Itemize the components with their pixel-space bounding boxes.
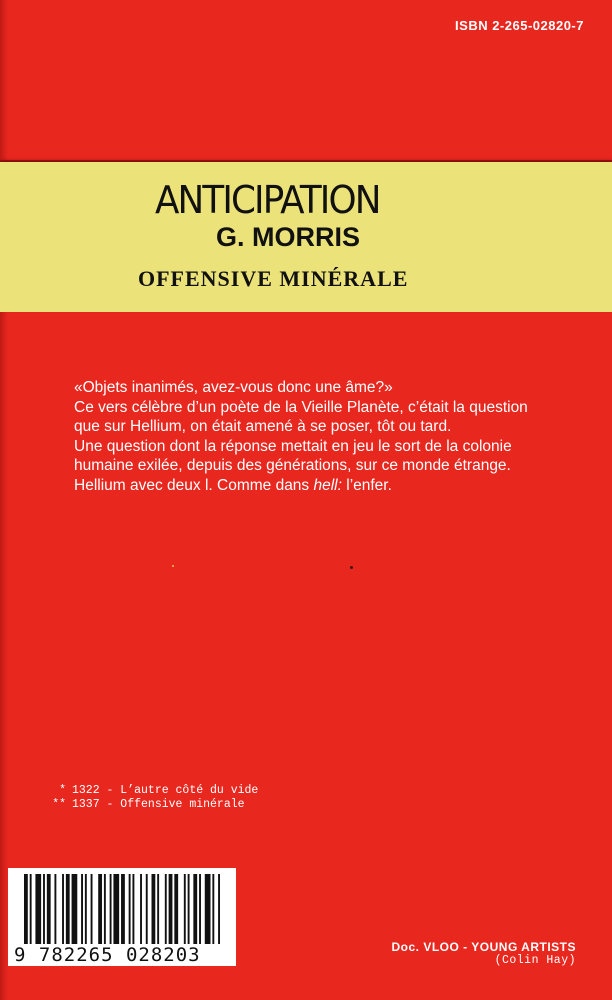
barcode-digits: 9 782265 028203: [14, 944, 201, 966]
barcode-bar: [110, 874, 112, 944]
barcode-bar: [62, 874, 64, 944]
barcode-bar: [104, 874, 106, 944]
barcode-bar: [218, 874, 220, 944]
barcode-bar: [85, 874, 87, 944]
credit-artist: (Colin Hay): [494, 954, 576, 967]
blurb-paragraph: Ce vers célèbre d’un poète de la Vieille Planète, c’était la question que sur Hellium, on était amené à se poser, tôt ou tard.: [74, 398, 528, 435]
barcode-bar: [188, 874, 190, 944]
barcode-bar: [205, 874, 211, 944]
barcode-bar: [30, 874, 32, 944]
barcode-bar: [212, 874, 214, 944]
barcode-bar: [184, 874, 186, 944]
barcode-bar: [43, 874, 45, 944]
barcode-bar: [24, 874, 28, 944]
barcode-bar: [165, 874, 167, 944]
print-speck: [350, 566, 353, 569]
blurb-text: [74, 378, 544, 495]
barcode-bar: [193, 874, 197, 944]
barcode-bar: [121, 874, 125, 944]
blurb-paragraph: Une question dont la réponse mettait en jeu le sort de la colonie humaine exilée, depuis des générations, sur ce monde étrange.: [74, 437, 512, 474]
cover-art-credit: [391, 940, 576, 968]
barcode-bar: [132, 874, 134, 944]
barcode-bar: [152, 874, 156, 944]
blurb-last-line-end: l’enfer.: [341, 476, 392, 494]
barcode-bar: [54, 874, 56, 944]
barcode-bar: [47, 874, 51, 944]
barcode-bar: [98, 874, 102, 944]
print-speck: [172, 565, 174, 567]
isbn-number: ISBN 2-265-02820-7: [455, 18, 584, 33]
barcode-bar: [199, 874, 201, 944]
title-band: [0, 162, 612, 312]
author-name: G. MORRIS: [216, 222, 361, 252]
blurb-last-line-start: Hellium avec deux l. Comme dans: [74, 476, 314, 494]
difficulty-stars: **: [52, 798, 66, 811]
barcode-bar: [140, 874, 142, 944]
barcode-bar: [66, 874, 70, 944]
barcode-bar: [146, 874, 148, 944]
barcode-bar: [157, 874, 159, 944]
barcode-bar: [35, 874, 41, 944]
series-list: [48, 784, 258, 812]
blurb-last-line: [74, 476, 544, 496]
barcode-bars: [24, 874, 220, 944]
barcode-bar: [81, 874, 83, 944]
barcode-bar: [113, 874, 119, 944]
series-list-entry: 1322 - L’autre côté du vide: [72, 784, 259, 797]
series-list-item: [48, 784, 258, 798]
book-title: OFFENSIVE MINÉRALE: [138, 266, 409, 291]
blurb-paragraph: «Objets inanimés, avez-vous donc une âme?»: [74, 379, 393, 396]
barcode-bar: [174, 874, 178, 944]
spine-fold-shadow: [0, 0, 8, 1000]
barcode-bar: [129, 874, 131, 944]
barcode-bar: [169, 874, 173, 944]
barcode-bar: [72, 874, 78, 944]
difficulty-stars: *: [59, 784, 66, 797]
series-name: ANTICIPATION: [155, 178, 380, 222]
series-list-item: [48, 798, 258, 812]
credit-line: Doc. VLOO - YOUNG ARTISTS: [391, 940, 576, 954]
barcode: [8, 868, 236, 966]
series-list-entry: 1337 - Offensive minérale: [72, 798, 245, 811]
barcode-bar: [91, 874, 93, 944]
blurb-italic-word: hell:: [313, 476, 342, 494]
